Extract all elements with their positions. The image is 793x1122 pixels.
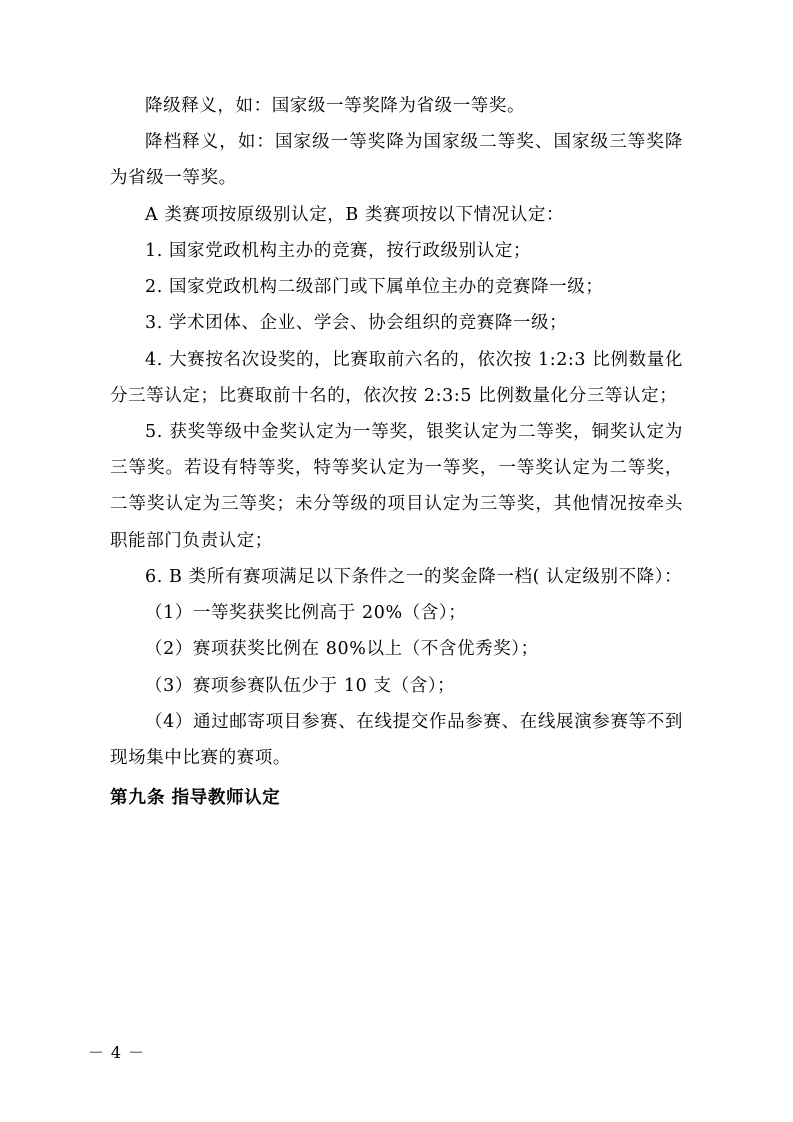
list-item: 5. 获奖等级中金奖认定为一等奖，银奖认定为二等奖，铜奖认定为三等奖。若设有特等奖，特等奖认定为一等奖，一等奖认定为二等奖，二等奖认定为三等奖；未分等级的项目认定为三等奖，其他情况按牵头职能部门负责认定； — [110, 421, 683, 551]
paragraph: 降级释义，如：国家级一等奖降为省级一等奖。 — [145, 96, 526, 116]
section-heading-label: 第九条 — [110, 788, 166, 809]
list-item: 4. 大赛按名次设奖的，比赛取前六名的，依次按 1:2:3 比例数量化分三等认定；比赛取前十名的，依次按 2:3:5 比例数量化分三等认定； — [110, 349, 683, 406]
section-heading — [110, 780, 683, 816]
section-heading-text: 指导教师认定 — [171, 788, 281, 809]
list-item: （2）赛项获奖比例在 80%以上（不含优秀奖）； — [145, 639, 539, 660]
page-footer — [0, 1040, 793, 1063]
paragraph: 降档释义，如：国家级一等奖降为国家级二等奖、国家级三等奖降为省级一等奖。 — [110, 132, 683, 189]
list-item: 2. 国家党政机构二级部门或下属单位主办的竞赛降一级； — [145, 277, 604, 298]
list-item: （3）赛项参赛队伍少于 10 支（含）； — [145, 675, 456, 696]
page-number: － 4 － — [87, 1043, 146, 1062]
list-item: 1. 国家党政机构主办的竞赛，按行政级别认定； — [145, 240, 532, 261]
list-item: （4）通过邮寄项目参赛、在线提交作品参赛、在线展演参赛等不到现场集中比赛的赛项。 — [110, 711, 683, 768]
paragraph: A 类赛项按原级别认定，B 类赛项按以下情况认定： — [145, 204, 565, 225]
list-item: 3. 学术团体、企业、学会、协会组织的竞赛降一级； — [145, 313, 568, 334]
document-body — [110, 88, 683, 816]
list-item: （1）一等奖获奖比例高于 20%（含）； — [145, 603, 467, 624]
list-item: 6. B 类所有赛项满足以下条件之一的奖金降一档( 认定级别不降）： — [145, 566, 683, 587]
